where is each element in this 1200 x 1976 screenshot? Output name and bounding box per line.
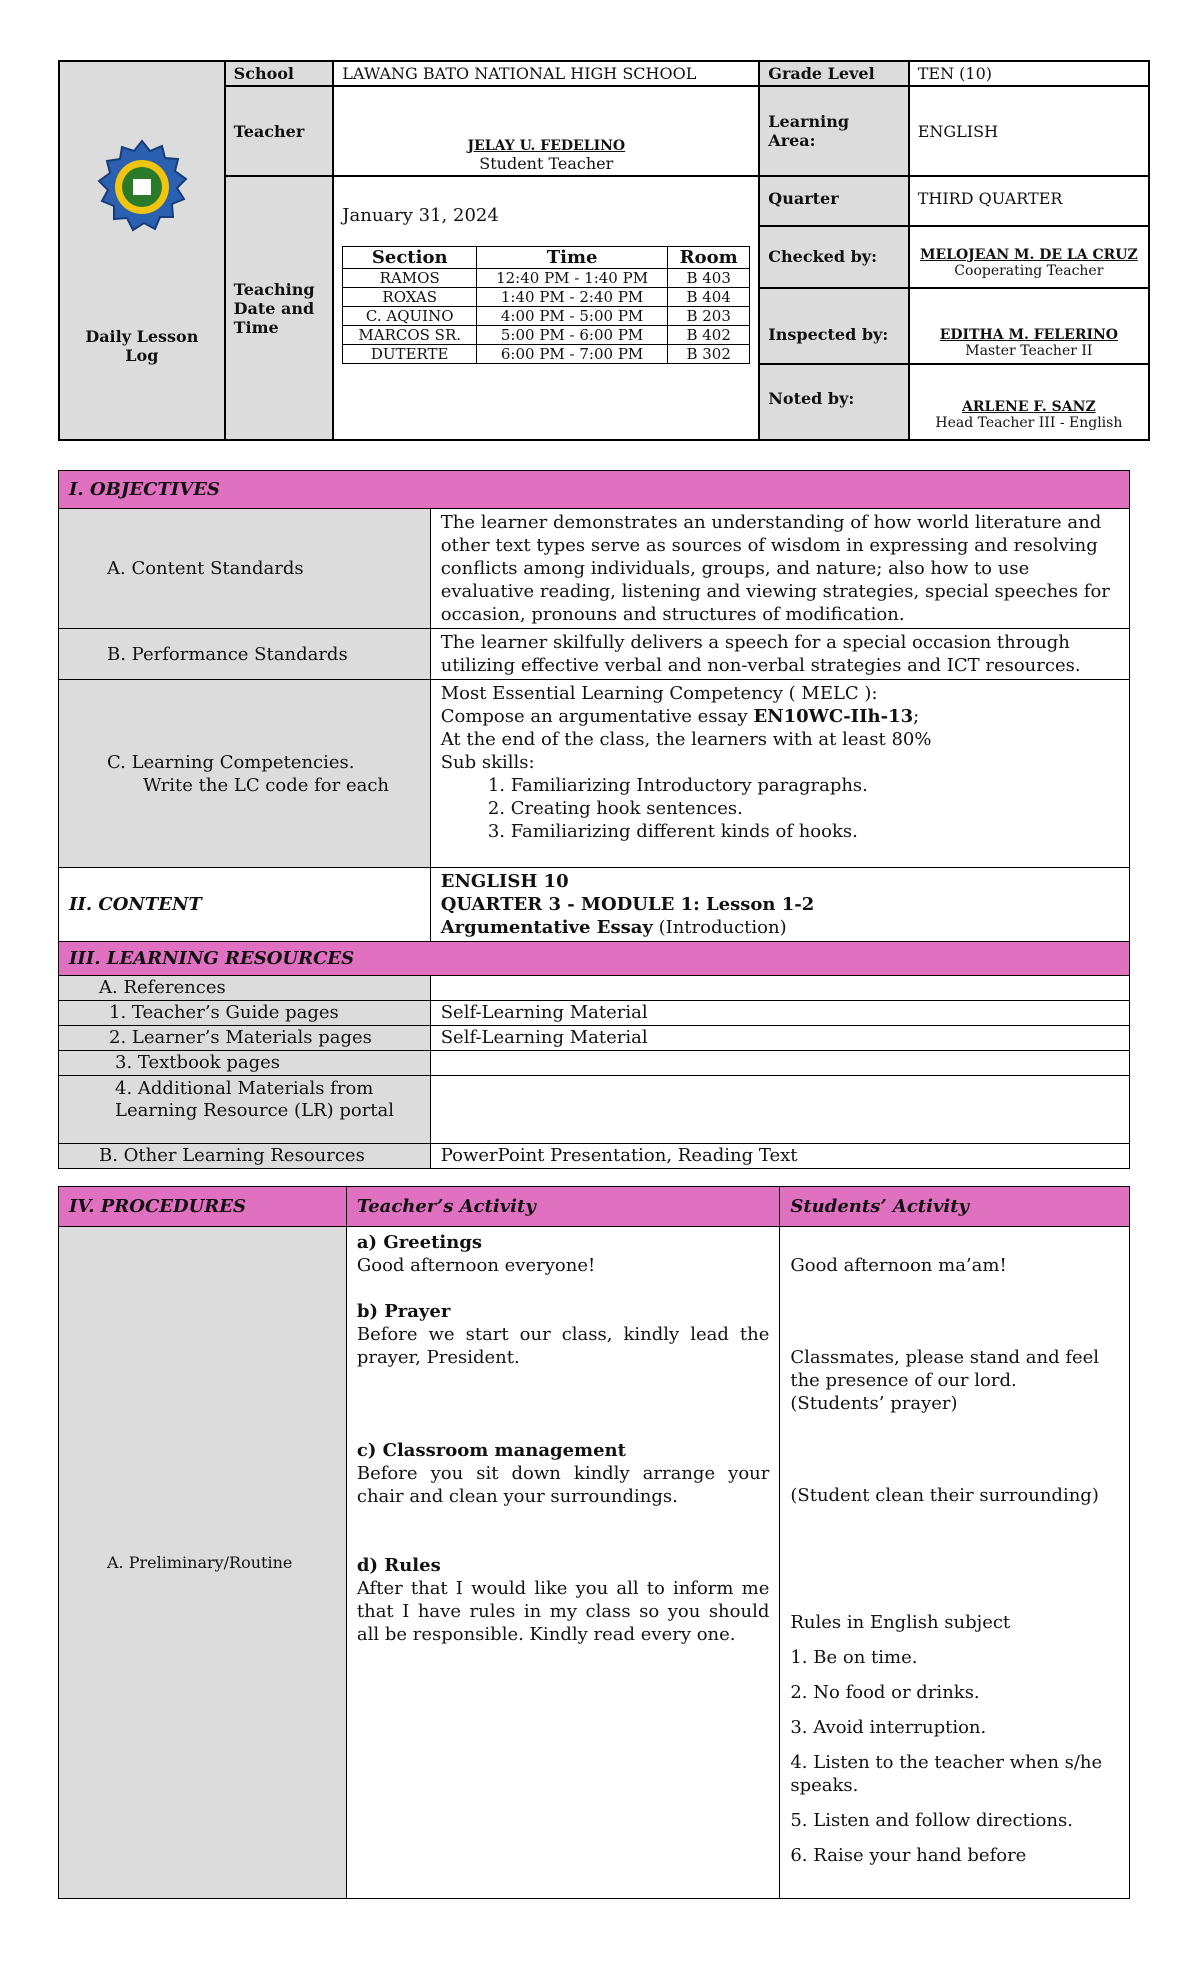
resource-value: PowerPoint Presentation, Reading Text — [430, 1144, 1129, 1169]
content-heading: II. CONTENT — [59, 868, 431, 942]
management-title: c) Classroom management — [356, 1440, 626, 1461]
resource-value — [430, 1076, 1129, 1144]
resources-heading: III. LEARNING RESOURCES — [59, 942, 1130, 976]
schedule-cell: 4:00 PM - 5:00 PM — [477, 307, 668, 326]
greetings-text: Good afternoon everyone! — [356, 1255, 596, 1276]
table-row — [59, 1051, 1130, 1076]
resource-label: 4. Additional Materials from Learning Resource (LR) portal — [59, 1076, 431, 1144]
student-activity — [780, 1227, 1130, 1899]
teacher-activity — [346, 1227, 779, 1899]
procedures-table — [58, 1186, 1130, 1899]
schedule-row — [343, 288, 750, 307]
school-seal-icon — [87, 137, 197, 247]
checked-role: Cooperating Teacher — [954, 263, 1104, 279]
content-standards-text: The learner demonstrates an understanding of how world literature and other text types serve as sources of wisdom in expressing and resolving conflicts among individuals, groups, and nature; also how to use evaluative reading, listening and viewing strategies, special speeches for occasion, pronouns and structures of modification. — [430, 509, 1129, 629]
list-item: 3. Familiarizing different kinds of hooks. — [511, 820, 1119, 843]
objectives-table — [58, 470, 1130, 1169]
content-standards-label: A. Content Standards — [59, 509, 431, 629]
objectives-heading: I. OBJECTIVES — [59, 471, 1130, 509]
resource-value — [430, 1051, 1129, 1076]
schedule-cell: MARCOS SR. — [343, 326, 477, 345]
resource-value: Self-Learning Material — [430, 1001, 1129, 1026]
inspected-cell — [910, 289, 1148, 365]
schedule-row — [343, 269, 750, 288]
teacher-role: Student Teacher — [479, 154, 614, 173]
rules-title: d) Rules — [356, 1555, 441, 1576]
schedule-row — [343, 345, 750, 364]
date-cell — [333, 176, 759, 440]
school-label: School — [225, 61, 334, 86]
inspected-noted-values — [909, 288, 1149, 440]
table-row — [59, 1026, 1130, 1051]
schedule-header-section: Section — [343, 247, 477, 269]
list-item: 4. Listen to the teacher when s/he speaks. — [790, 1752, 1103, 1796]
inspected-label: Inspected by: — [760, 289, 907, 365]
student-greeting: Good afternoon ma’am! — [790, 1255, 1007, 1276]
content-lesson-sub: (Introduction) — [652, 917, 787, 938]
student-activity-heading: Students’ Activity — [780, 1187, 1130, 1227]
checked-label: Checked by: — [759, 226, 908, 288]
lc-label-line2: Write the LC code for each — [143, 774, 390, 796]
schedule-cell: 12:40 PM - 1:40 PM — [477, 269, 668, 288]
area-label: Learning Area: — [759, 86, 908, 176]
schedule-cell: C. AQUINO — [343, 307, 477, 326]
teacher-cell — [333, 86, 759, 176]
schedule-cell: RAMOS — [343, 269, 477, 288]
student-prayer: Classmates, please stand and feel the presence of our lord. — [790, 1347, 1100, 1391]
schedule-cell: DUTERTE — [343, 345, 477, 364]
list-item: 5. Listen and follow directions. — [790, 1810, 1073, 1831]
compose-line — [441, 705, 1119, 728]
performance-standards-label: B. Performance Standards — [59, 629, 431, 680]
rules-text: After that I would like you all to inform me that I have rules in my class so you should all be responsible. Kindly read every one. — [356, 1578, 770, 1645]
compose-end: ; — [913, 706, 920, 727]
resource-label: B. Other Learning Resources — [59, 1144, 431, 1169]
inspected-role: Master Teacher II — [965, 343, 1093, 359]
subskills-title: Sub skills: — [440, 752, 535, 773]
table-row — [59, 976, 1130, 1001]
learning-competencies-label — [59, 680, 431, 868]
preliminary-label: A. Preliminary/Routine — [59, 1227, 347, 1899]
content-line2: QUARTER 3 - MODULE 1: Lesson 1-2 — [440, 894, 815, 915]
date-value: January 31, 2024 — [342, 205, 499, 226]
schedule-cell: ROXAS — [343, 288, 477, 307]
resource-label: 1. Teacher’s Guide pages — [59, 1001, 431, 1026]
student-prayer-note: (Students’ prayer) — [790, 1393, 958, 1414]
teacher-activity-heading: Teacher’s Activity — [346, 1187, 779, 1227]
checked-name: MELOJEAN M. DE LA CRUZ — [919, 247, 1138, 263]
table-row — [59, 1001, 1130, 1026]
schedule-table — [342, 246, 750, 364]
content-lesson-title: Argumentative Essay — [440, 917, 653, 938]
schedule-cell: B 302 — [668, 345, 750, 364]
list-item: 1. Be on time. — [790, 1647, 918, 1668]
date-label: Teaching Date and Time — [225, 176, 334, 440]
resource-label: 2. Learner’s Materials pages — [59, 1026, 431, 1051]
schedule-cell: 6:00 PM - 7:00 PM — [477, 345, 668, 364]
schedule-row — [343, 326, 750, 345]
grade-label: Grade Level — [759, 61, 908, 86]
greetings-title: a) Greetings — [356, 1232, 483, 1253]
noted-cell — [910, 365, 1148, 439]
content-text — [430, 868, 1129, 942]
compose-text: Compose an argumentative essay — [440, 706, 754, 727]
resource-label: 3. Textbook pages — [59, 1051, 431, 1076]
melc-line: Most Essential Learning Competency ( MELC ): — [440, 683, 878, 704]
schedule-cell: 5:00 PM - 6:00 PM — [477, 326, 668, 345]
list-item: 3. Avoid interruption. — [790, 1717, 987, 1738]
lc-label-line1: C. Learning Competencies. — [107, 751, 355, 773]
table-row — [59, 1144, 1130, 1169]
resource-value — [430, 976, 1129, 1001]
inspected-name: EDITHA M. FELERINO — [939, 327, 1118, 343]
content-line3 — [441, 916, 1119, 939]
performance-standards-text: The learner skilfully delivers a speech for a special occasion through utilizing effective verbal and non-verbal strategies and ICT resources. — [430, 629, 1129, 680]
inspected-noted-labels — [759, 288, 908, 440]
schedule-cell: B 404 — [668, 288, 750, 307]
schedule-cell: B 402 — [668, 326, 750, 345]
teacher-name: JELAY U. FEDELINO — [467, 138, 626, 154]
quarter-value: THIRD QUARTER — [909, 176, 1149, 226]
schedule-header-time: Time — [477, 247, 668, 269]
teacher-label: Teacher — [225, 86, 334, 176]
student-clean: (Student clean their surrounding) — [790, 1485, 1099, 1506]
list-item: 2. No food or drinks. — [790, 1682, 980, 1703]
noted-name: ARLENE F. SANZ — [962, 399, 1096, 415]
prayer-title: b) Prayer — [356, 1301, 451, 1322]
management-text: Before you sit down kindly arrange your chair and clean your surroundings. — [356, 1463, 770, 1507]
list-item: 1. Familiarizing Introductory paragraphs. — [511, 774, 1119, 797]
schedule-header-room: Room — [668, 247, 750, 269]
subskills-list — [441, 774, 1119, 843]
school-value: LAWANG BATO NATIONAL HIGH SCHOOL — [333, 61, 759, 86]
schedule-cell: B 403 — [668, 269, 750, 288]
schedule-row — [343, 307, 750, 326]
list-item: 6. Raise your hand before — [790, 1845, 1027, 1866]
prayer-text: Before we start our class, kindly lead the prayer, President. — [356, 1324, 770, 1368]
noted-label: Noted by: — [768, 389, 855, 408]
schedule-cell: B 203 — [668, 307, 750, 326]
resource-label: A. References — [59, 976, 431, 1001]
logo-cell — [59, 61, 225, 440]
content-line1: ENGLISH 10 — [440, 871, 569, 892]
lc-code: EN10WC-IIh-13 — [753, 706, 914, 727]
procedures-heading: IV. PROCEDURES — [59, 1187, 347, 1227]
grade-value: TEN (10) — [909, 61, 1149, 86]
target-line: At the end of the class, the learners with at least 80% — [440, 729, 932, 750]
list-item: 2. Creating hook sentences. — [511, 797, 1119, 820]
checked-cell — [909, 226, 1149, 288]
noted-role: Head Teacher III - English — [935, 415, 1123, 431]
header-table — [58, 60, 1150, 441]
student-rules-title: Rules in English subject — [790, 1612, 1011, 1633]
learning-competencies-text — [430, 680, 1129, 868]
area-value: ENGLISH — [909, 86, 1149, 176]
resource-value: Self-Learning Material — [430, 1026, 1129, 1051]
log-title: Daily Lesson Log — [85, 326, 199, 365]
quarter-label: Quarter — [759, 176, 908, 226]
schedule-cell: 1:40 PM - 2:40 PM — [477, 288, 668, 307]
table-row — [59, 1076, 1130, 1144]
